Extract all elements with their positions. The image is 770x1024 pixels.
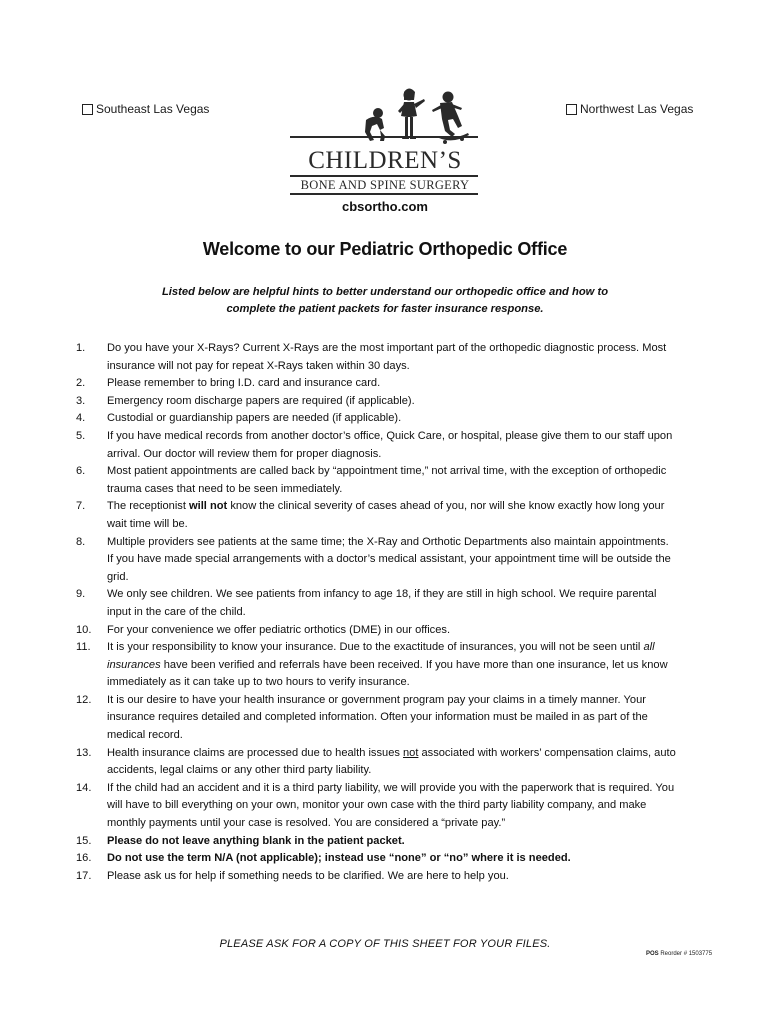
list-item [76, 534, 696, 587]
item-number: 14. [76, 781, 92, 794]
item-number: 2. [76, 377, 86, 390]
item-text: We only see children. We see patients from infancy to age 18, if they are still in high school. We require parental input in the care of the child. [107, 588, 657, 618]
list-item [76, 868, 696, 886]
item-number: 7. [76, 500, 86, 513]
list-item [76, 375, 696, 393]
item-number: 12. [76, 693, 92, 706]
item-number: 5. [76, 429, 86, 442]
reorder-number [646, 951, 712, 957]
item-text: Most patient appointments are called back by “appointment time,” not arrival time, with the exception of orthopedic trauma cases that need to be seen immediately. [107, 465, 667, 495]
list-item [76, 622, 696, 640]
list-item [76, 850, 696, 868]
logo-wordmark: CHILDREN’S [308, 147, 462, 174]
northwest-checkbox[interactable] [566, 104, 577, 115]
website-link[interactable]: cbsortho.com [342, 199, 428, 214]
item-text: It is your responsibility to know your insurance. Due to the exactitude of insurances, you will not be seen until all insurances have been verified and referrals have been received. If you have more than one insurance, let us know immediately as it can take up to two hours to verify insurance. [107, 641, 668, 689]
northwest-label: Northwest Las Vegas [580, 102, 694, 116]
reorder-text: Reorder # 1503775 [660, 951, 713, 957]
list-item [76, 463, 696, 498]
list-item [76, 639, 696, 692]
list-item [76, 692, 696, 745]
item-text: Health insurance claims are processed due to health issues not associated with workers’ compensation claims, auto accidents, legal claims or any other third party liability. [107, 746, 676, 777]
item-number: 16. [76, 852, 92, 865]
intro-line: complete the patient packets for faster insurance response. [226, 303, 544, 315]
item-number: 6. [76, 465, 86, 478]
item-number: 9. [76, 588, 86, 601]
item-text: Do not use the term N/A (not applicable); instead use “none” or “no” where it is needed. [107, 852, 571, 865]
list-item [76, 833, 696, 851]
hints-list [76, 340, 696, 885]
logo-subtitle: BONE AND SPINE SURGERY [300, 178, 470, 192]
southeast-checkbox[interactable] [82, 104, 93, 115]
list-item [76, 393, 696, 411]
item-number: 15. [76, 834, 92, 847]
list-item [76, 498, 696, 533]
logo-divider-bottom [290, 193, 478, 195]
item-number: 4. [76, 412, 86, 425]
item-text: It is our desire to have your health insurance or government program pay your claims in a timely manner. Your insurance requires detailed and completed information. Often your information must be mailed in as part of the medical record. [107, 693, 648, 742]
footer-note: PLEASE ASK FOR A COPY OF THIS SHEET FOR YOUR FILES. [219, 938, 551, 950]
southeast-las-vegas-option[interactable] [82, 102, 209, 116]
item-text: If the child had an accident and it is a third party liability, we will provide you with the paperwork that is required. You will have to bill everything on your own, monitor your own case with the third party liability company, and make monthly payments until your case is resolved. You are considered a “private pay.” [107, 781, 675, 830]
logo-divider [290, 175, 478, 177]
item-text: Emergency room discharge papers are required (if applicable). [107, 394, 415, 407]
item-number: 3. [76, 394, 86, 407]
item-text: If you have medical records from another doctor’s office, Quick Care, or hospital, please give them to our staff upon arrival. Our doctor will review them for proper diagnosis. [107, 429, 673, 460]
intro-line: Listed below are helpful hints to better understand our orthopedic office and how to [161, 286, 609, 298]
list-item [76, 745, 696, 780]
list-item [76, 340, 696, 375]
list-item [76, 410, 696, 428]
list-item [76, 780, 696, 833]
item-number: 13. [76, 746, 92, 759]
item-text: Please remember to bring I.D. card and insurance card. [107, 377, 381, 390]
item-number: 11. [76, 641, 91, 654]
item-text: Please do not leave anything blank in the patient packet. [107, 834, 405, 847]
list-item [76, 586, 696, 621]
pos-label: POS [646, 951, 659, 957]
item-number: 17. [76, 869, 92, 882]
item-text: Custodial or guardianship papers are needed (if applicable). [107, 412, 402, 425]
item-text: Multiple providers see patients at the same time; the X-Ray and Orthotic Departments also maintain appointments. If you have made special arrangements with a doctor’s medical assistant, your appointment time will be outside the grid. [107, 535, 671, 583]
list-item [76, 428, 696, 463]
southeast-label: Southeast Las Vegas [96, 102, 210, 116]
page-title: Welcome to our Pediatric Orthopedic Office [202, 239, 568, 259]
item-text: Please ask us for help if something needs to be clarified. We are here to help you. [107, 869, 509, 882]
item-text: For your convenience we offer pediatric orthotics (DME) in our offices. [107, 623, 451, 636]
item-number: 8. [76, 535, 86, 548]
northwest-las-vegas-option[interactable] [566, 102, 693, 116]
item-text: Do you have your X-Rays? Current X-Rays are the most important part of the orthopedic diagnostic process. Most insurance will not pay for repeat X-Rays taken within 30 days. [107, 342, 667, 372]
item-number: 1. [76, 342, 86, 354]
item-text: The receptionist will not know the clinical severity of cases ahead of you, nor will she know exactly how long your wait time will be. [107, 500, 665, 530]
intro-text [0, 284, 770, 318]
item-number: 10. [76, 623, 92, 636]
